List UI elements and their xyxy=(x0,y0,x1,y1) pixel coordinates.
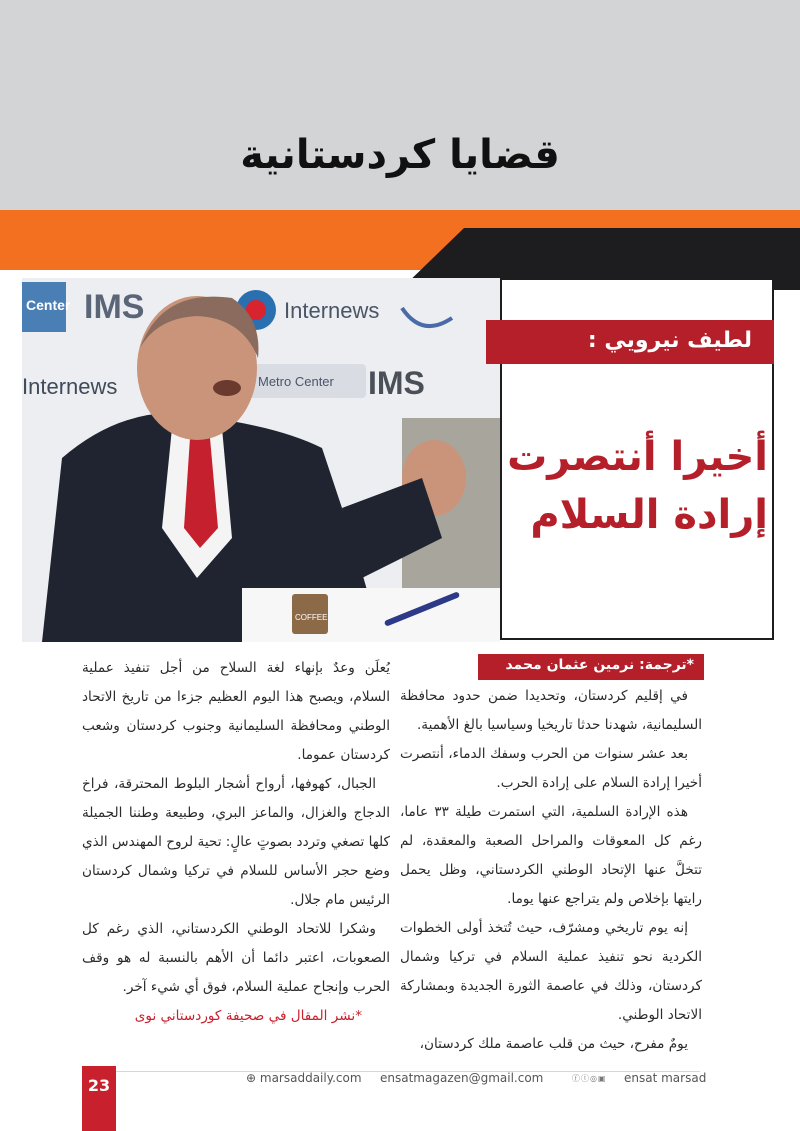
paragraph: يومٌ مفرح، حيث من قلب عاصمة ملك كردستان، xyxy=(419,1036,688,1052)
paragraph: يُعلَن وعدٌ بإنهاء لغة السلاح من أجل تنفيذ عملية السلام، ويصبح هذا اليوم العظيم جزءا من تاريخ الاتحاد الوطني ومحافظة السليمانية وجنوب كردستان وشعب كردستان عموما. xyxy=(82,660,390,763)
backdrop-logo-text: Metro Center xyxy=(258,374,334,389)
facebook-icon[interactable]: ⓕ xyxy=(572,1074,581,1083)
paragraph: في إقليم كردستان، وتحديدا ضمن حدود محافظة السليمانية، شهدنا حدثا تاريخيا وسياسيا بالغ الأهمية. xyxy=(400,688,702,733)
author-label: لطيف نيرويي : xyxy=(486,320,774,364)
website-link[interactable]: marsaddaily.com xyxy=(259,1071,362,1085)
backdrop-logo-text: IMS xyxy=(84,288,145,326)
paragraph: وشكرا للاتحاد الوطني الكردستاني، الذي رغم كل الصعوبات، اعتبر دائما أن الأهم بالنسبة له هو وقف الحرب وإنجاح عملية السلام، فوق أي شيء آخر. xyxy=(82,921,390,995)
footer-email[interactable]: ensatmagazen@gmail.com xyxy=(380,1071,544,1085)
footer-brand: ensat marsad xyxy=(624,1071,707,1085)
headline-line-2: إرادة السلام xyxy=(530,492,768,538)
social-icons xyxy=(572,1073,607,1084)
headline xyxy=(506,428,768,544)
article-column-left xyxy=(82,654,390,1031)
header-band xyxy=(0,0,800,210)
footer-website[interactable] xyxy=(246,1071,362,1085)
cup-label: COFFEE xyxy=(295,613,328,622)
paragraph: بعد عشر سنوات من الحرب وسفك الدماء، أنتصرت أخيرا إرادة السلام على إرادة الحرب. xyxy=(400,746,702,791)
instagram-icon[interactable]: ◎ xyxy=(590,1074,598,1083)
paragraph: إنه يوم تاريخي ومشرّف، حيث تُتخذ أولى الخطوات الكردية نحو تنفيذ عملية السلام في تركيا وشمال كردستان، وذلك في عاصمة الثورة الجديدة وبمشاركة الاتحاد الوطني. xyxy=(400,920,702,1023)
youtube-icon[interactable]: ▣ xyxy=(597,1074,607,1083)
page-number: 23 xyxy=(82,1066,116,1131)
speaker-photo-illustration xyxy=(22,278,500,642)
backdrop-logo-text: Center xyxy=(26,297,71,313)
headline-line-1: أخيرا أنتصرت xyxy=(507,434,768,480)
article-column-right xyxy=(400,682,702,1059)
backdrop-logo-text: Internews xyxy=(22,374,118,399)
publication-note: *نشر المقال في صحيفة كوردستاني نوى xyxy=(134,1008,362,1024)
twitter-icon[interactable]: ⓣ xyxy=(581,1074,590,1083)
speaker-photo xyxy=(22,278,500,642)
globe-icon: ⊕ xyxy=(246,1071,260,1085)
backdrop-logo-text: Internews xyxy=(284,298,380,323)
translator-credit: *ترجمة: نرمين عثمان محمد xyxy=(478,654,704,680)
paragraph: هذه الإرادة السلمية، التي استمرت طيلة ٣٣ عاما، رغم كل المعوقات والمراحل الصعبة والمعقدة، لم تتخلَّ عنها الإتحاد الوطني الكردستاني، وظل يحمل رايتها بإخلاص ولم يتراجع عنها يوما. xyxy=(400,804,702,907)
backdrop-logo-text: IMS xyxy=(368,365,425,401)
section-title: قضايا كردستانية xyxy=(240,132,560,178)
paragraph: الجبال، كهوفها، أرواح أشجار البلوط المحترقة، فراخ الدجاج والغزال، والماعز البري، وطبيعة وطننا الجميلة كلها تصغي وتردد بصوتٍ عالٍ: تحية لروح المهندس الذي وضع حجر الأساس للسلام في تركيا وشمال كردستان الرئيس مام جلال. xyxy=(82,776,390,908)
